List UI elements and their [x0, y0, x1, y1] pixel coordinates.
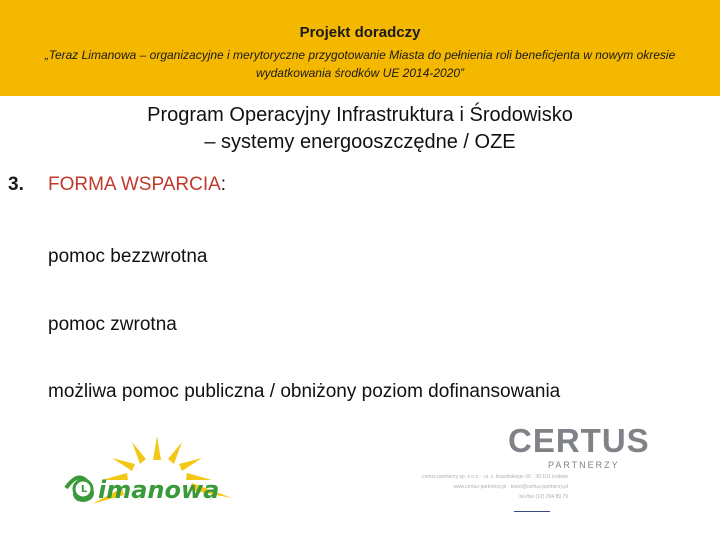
limanowa-logo: [62, 428, 252, 520]
section-heading: [8, 174, 226, 196]
certus-contact-line: tel./fax (12) 294 89 79: [519, 494, 568, 500]
list-item: pomoc bezzwrotna: [48, 246, 208, 267]
list-item: możliwa pomoc publiczna / obniżony poziom dofinansowania: [48, 381, 561, 402]
header-title: Projekt doradczy: [299, 24, 421, 41]
section-number: 3.: [8, 174, 24, 195]
svg-text:L: L: [80, 484, 88, 495]
certus-contact-line: certus partnerzy sp. z o.o. · ul. z. krasińskiego 65 · 30-101 kraków: [422, 474, 568, 480]
program-title: [80, 102, 640, 156]
certus-logo: [372, 422, 650, 522]
certus-contact-line: www.certus-partnerzy.pl · biuro@certus-partnerzy.pl: [453, 484, 568, 490]
header-banner: [0, 0, 720, 96]
certus-name: CERTUS: [508, 422, 650, 459]
program-title-line1: Program Operacyjny Infrastruktura i Środowisko: [147, 104, 573, 126]
list-item: pomoc zwrotna: [48, 314, 177, 335]
certus-subtitle: PARTNERZY: [548, 460, 620, 470]
certus-divider: [514, 511, 550, 512]
program-title-line2: – systemy energooszczędne / OZE: [204, 131, 516, 153]
section-colon: :: [220, 174, 227, 195]
limanowa-wordmark: imanowa: [98, 476, 220, 504]
certus-contact: [378, 472, 568, 502]
header-subtitle: „Teraz Limanowa – organizacyjne i merytoryczne przygotowanie Miasta do pełnienia roli beneficjenta w nowym okresie wydatkowania środków UE 2014-2020”: [44, 48, 676, 80]
section-label: FORMA WSPARCIA: [48, 174, 221, 195]
limanowa-logo-graphic: [62, 428, 252, 520]
